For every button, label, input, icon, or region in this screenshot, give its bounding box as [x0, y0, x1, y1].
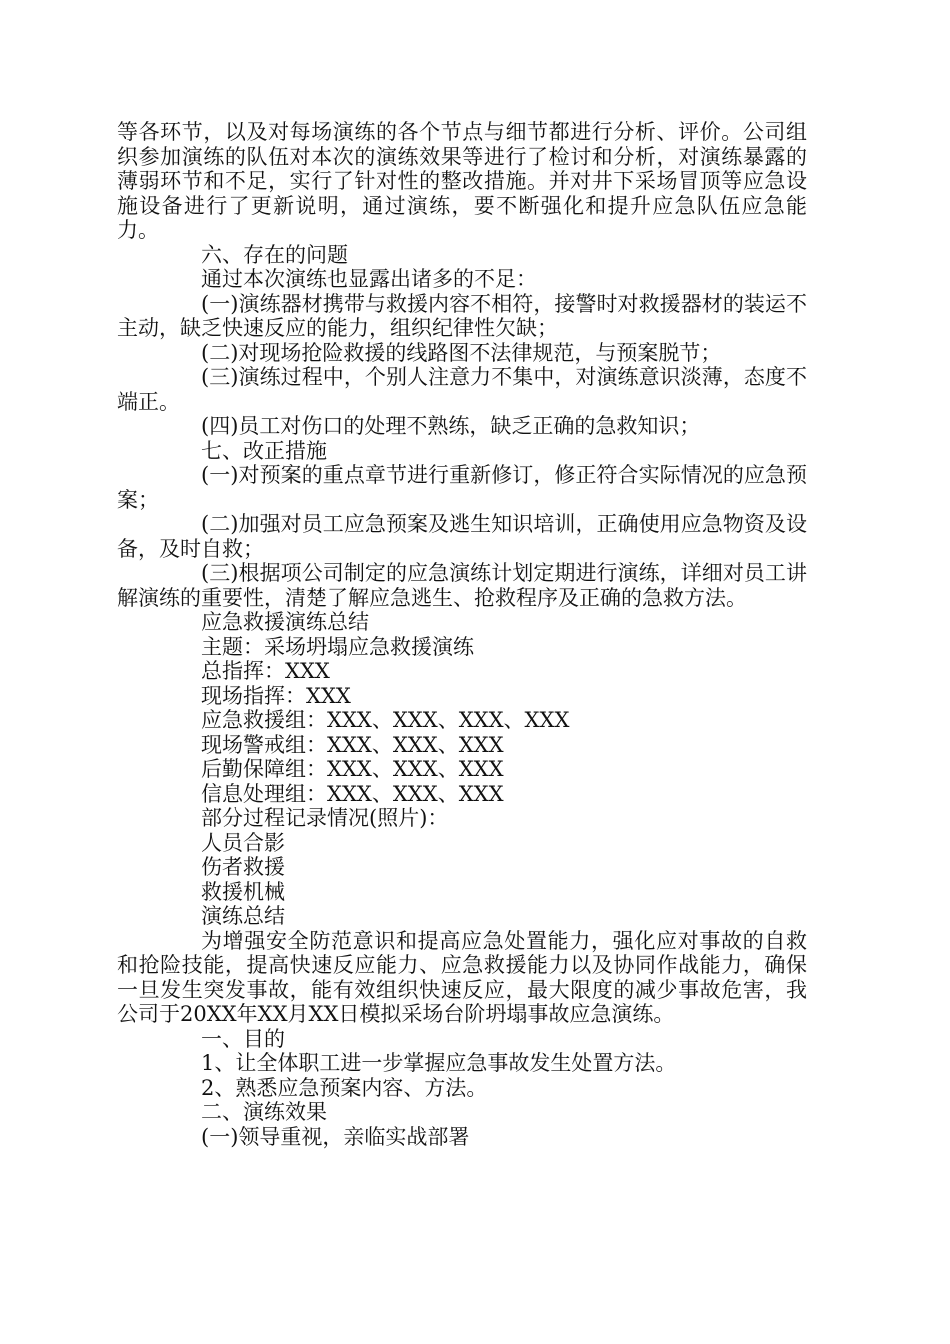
measure-item-1: (一)对预案的重点章节进行重新修订，修正符合实际情况的应急预案； — [117, 463, 807, 512]
section-title-drill-summary: 应急救援演练总结 — [201, 610, 369, 634]
site-commander: 现场指挥：XXX — [201, 683, 351, 708]
heading-purpose: 一、目的 — [201, 1026, 285, 1051]
site-security-team: 现场警戒组：XXX、XXX、XXX — [201, 732, 504, 757]
photo-caption-rescue: 伤者救援 — [201, 855, 285, 879]
purpose-item-2: 2、熟悉应急预案内容、方法。 — [201, 1075, 488, 1100]
drill-theme: 主题：采场坍塌应急救援演练 — [201, 634, 474, 659]
rescue-team: 应急救援组：XXX、XXX、XXX、XXX — [201, 708, 570, 732]
paragraph-intro-continuation: 等各环节，以及对每场演练的各个节点与细节都进行分析、评价。公司组织参加演练的队伍对本次的演练效果等进行了检讨和分析，对演练暴露的薄弱环节和不足，实行了针对性的整改措施。并对井下采场冒顶等应急设施设备进行了更新说明，通过演练，要不断强化和提升应急队伍应急能力。 — [117, 120, 807, 242]
photo-caption-group: 人员合影 — [201, 830, 285, 855]
information-team: 信息处理组：XXX、XXX、XXX — [201, 781, 504, 806]
purpose-item-1: 1、让全体职工进一步掌握应急事故发生处置方法。 — [201, 1051, 677, 1075]
logistics-team: 后勤保障组：XXX、XXX、XXX — [201, 757, 504, 781]
heading-drill-summary: 演练总结 — [201, 904, 285, 928]
heading-corrective-measures: 七、改正措施 — [201, 438, 327, 463]
photo-caption-machinery: 救援机械 — [201, 879, 285, 904]
heading-drill-effect: 二、演练效果 — [201, 1100, 327, 1124]
problem-item-1: (一)演练器材携带与救援内容不相符，接警时对救援器材的装运不主动，缺乏快速反应的能力，组织纪律性欠缺； — [117, 291, 807, 340]
problem-item-3: (三)演练过程中，个别人注意力不集中，对演练意识淡薄，态度不端正。 — [117, 365, 807, 414]
paragraph-summary-body: 为增强安全防范意识和提高应急处置能力，强化应对事故的自救和抢险技能，提高快速反应能力、应急救援能力以及协同作战能力，确保一旦发生突发事故，能有效组织快速反应，最大限度的减少事故危害，我公司于20XX年XX月XX日模拟采场台阶坍塌事故应急演练。 — [117, 928, 807, 1026]
problem-item-4: (四)员工对伤口的处理不熟练，缺乏正确的急救知识； — [201, 414, 701, 438]
process-records-heading: 部分过程记录情况(照片)： — [201, 806, 449, 830]
effect-item-1: (一)领导重视，亲临实战部署 — [201, 1124, 470, 1149]
paragraph-problems-intro: 通过本次演练也显露出诸多的不足： — [201, 267, 537, 291]
document-body — [117, 120, 807, 1149]
commander-in-chief: 总指挥：XXX — [201, 659, 330, 683]
measure-item-2: (二)加强对员工应急预案及逃生知识培训，正确使用应急物资及设备，及时自救； — [117, 512, 807, 561]
heading-existing-problems: 六、存在的问题 — [201, 242, 348, 267]
problem-item-2: (二)对现场抢险救援的线路图不法律规范，与预案脱节； — [201, 340, 722, 365]
measure-item-3: (三)根据项公司制定的应急演练计划定期进行演练，详细对员工讲解演练的重要性，清楚了解应急逃生、抢救程序及正确的急救方法。 — [117, 561, 807, 610]
